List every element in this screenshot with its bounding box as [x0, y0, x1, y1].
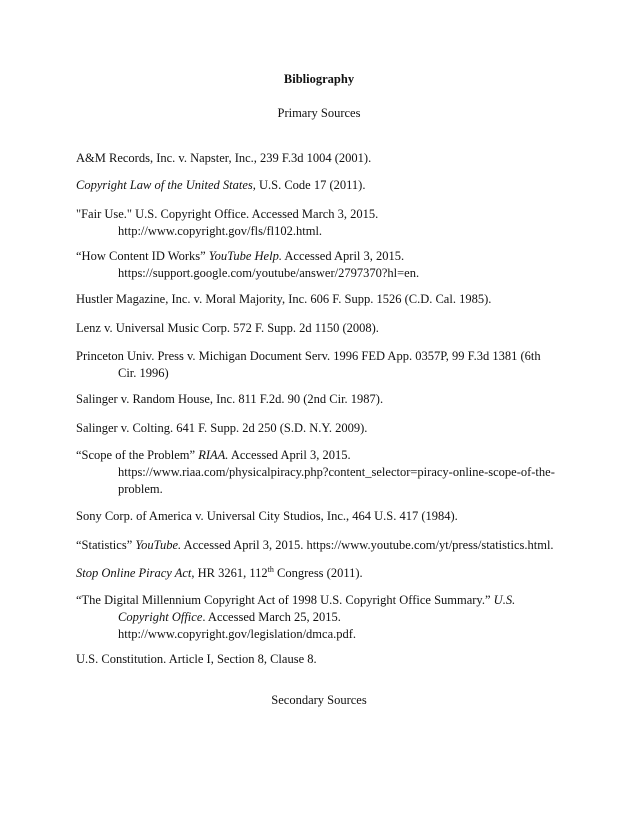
- bibliography-entry: [76, 420, 576, 437]
- entry-text-continued: Cir. 1996): [118, 366, 169, 380]
- entry-text: Salinger v. Colting. 641 F. Supp. 2d 250 (S.D. N.Y. 2009).: [76, 421, 368, 435]
- entry-title: U.S.: [493, 593, 516, 607]
- bibliography-entry: [76, 508, 576, 525]
- bibliography-entry: [76, 291, 576, 308]
- entry-text: Salinger v. Random House, Inc. 811 F.2d. 90 (2nd Cir. 1987).: [76, 392, 384, 406]
- entry-text: Congress (2011).: [273, 566, 363, 580]
- entry-text: Accessed April 3, 2015.: [228, 448, 351, 462]
- bibliography-entry: [76, 537, 596, 554]
- entry-text: “Scope of the Problem”: [76, 448, 199, 462]
- entry-text: . Accessed March 25, 2015.: [202, 610, 341, 624]
- entry-url: http://www.copyright.gov/fls/fl102.html.: [118, 224, 323, 238]
- entry-text: , HR 3261, 112: [191, 566, 268, 580]
- entry-text: Princeton Univ. Press v. Michigan Document Serv. 1996 FED App. 0357P, 99 F.3d 1381 (6th: [76, 349, 541, 363]
- entry-text: “Statistics”: [76, 538, 136, 552]
- entry-text: Hustler Magazine, Inc. v. Moral Majority, Inc. 606 F. Supp. 1526 (C.D. Cal. 1985).: [76, 292, 492, 306]
- bibliography-entry: [76, 206, 576, 240]
- entry-url: https://support.google.com/youtube/answer/2797370?hl=en.: [118, 266, 420, 280]
- entry-url-continued: problem.: [118, 482, 163, 496]
- bibliography-entry: [76, 177, 576, 194]
- entry-url: https://www.riaa.com/physicalpiracy.php?content_selector=piracy-online-scope-of-the-: [118, 465, 555, 479]
- bibliography-entry: [76, 320, 576, 337]
- primary-sources-heading: Primary Sources: [277, 106, 361, 120]
- entry-text: “The Digital Millennium Copyright Act of 1998 U.S. Copyright Office Summary.”: [76, 593, 494, 607]
- bibliography-entry: [76, 447, 576, 498]
- entry-text: "Fair Use." U.S. Copyright Office. Accessed March 3, 2015.: [76, 207, 379, 221]
- bibliography-entry: [76, 248, 576, 282]
- bibliography-entry: [76, 592, 576, 643]
- entry-title: YouTube Help.: [208, 249, 282, 263]
- entry-text: “How Content ID Works”: [76, 249, 209, 263]
- entry-title: Stop Online Piracy Act: [76, 566, 192, 580]
- secondary-sources-heading: Secondary Sources: [271, 693, 367, 707]
- entry-text: Lenz v. Universal Music Corp. 572 F. Supp. 2d 1150 (2008).: [76, 321, 379, 335]
- entry-text: Accessed April 3, 2015. https://www.youtube.com/yt/press/statistics.html.: [181, 538, 554, 552]
- entry-title: YouTube.: [135, 538, 182, 552]
- bibliography-entry: [76, 150, 576, 167]
- entry-title: Copyright Law of the United States,: [76, 178, 256, 192]
- entry-text-continued: [76, 609, 576, 626]
- entry-text: Sony Corp. of America v. Universal City Studios, Inc., 464 U.S. 417 (1984).: [76, 509, 458, 523]
- entry-text: U.S. Code 17 (2011).: [255, 178, 366, 192]
- page-title: Bibliography: [283, 72, 355, 86]
- bibliography-entry: [76, 565, 576, 582]
- entry-text: Accessed April 3, 2015.: [281, 249, 405, 263]
- bibliography-entry: [76, 348, 576, 382]
- entry-title: Copyright Office: [118, 610, 203, 624]
- entry-text: A&M Records, Inc. v. Napster, Inc., 239 F.3d 1004 (2001).: [76, 151, 372, 165]
- bibliography-entry: [76, 391, 576, 408]
- entry-text: U.S. Constitution. Article I, Section 8, Clause 8.: [76, 652, 317, 666]
- entry-url: http://www.copyright.gov/legislation/dmca.pdf.: [118, 627, 357, 641]
- entry-title: RIAA.: [198, 448, 229, 462]
- entry-superscript: th: [267, 564, 274, 574]
- bibliography-entry: [76, 651, 576, 668]
